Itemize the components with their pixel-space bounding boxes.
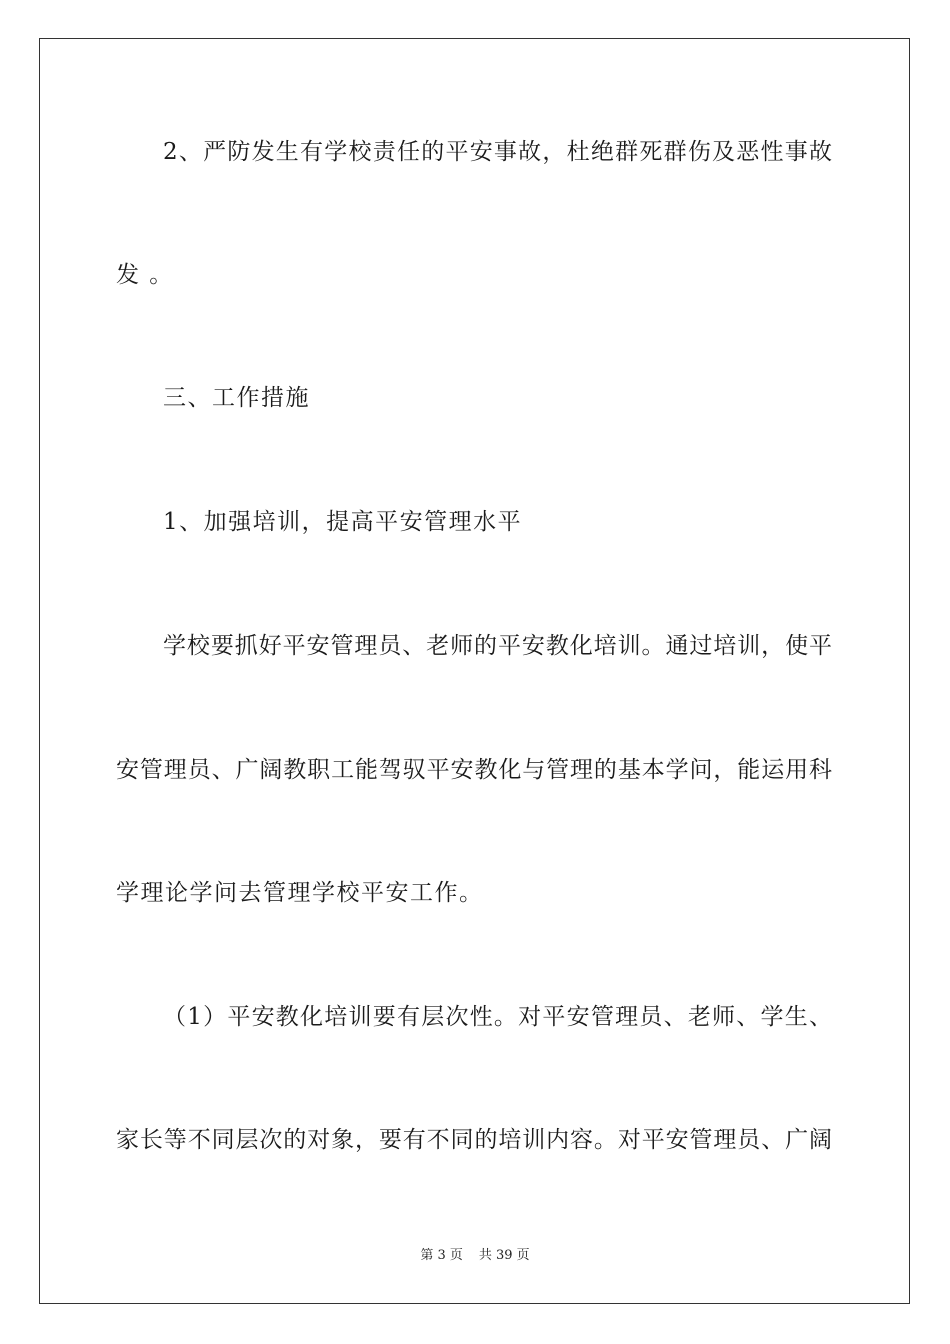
paragraph-line: 学校要抓好平安管理员、老师的平安教化培训。通过培训，使平	[163, 633, 832, 659]
paragraph-line: 安管理员、广阔教职工能驾驭平安教化与管理的基本学问，能运用科	[116, 757, 832, 783]
page-footer	[0, 1248, 950, 1264]
subsection-heading: 1、加强培训，提高平安管理水平	[163, 509, 523, 535]
paragraph-line: 学理论学问去管理学校平安工作。	[116, 880, 484, 906]
paragraph-line: 2、严防发生有学校责任的平安事故，杜绝群死群伤及恶性事故	[163, 139, 832, 165]
section-heading: 三、工作措施	[163, 385, 310, 411]
paragraph-line: 发 。	[116, 262, 174, 288]
page-number: 第 3 页	[420, 1248, 463, 1263]
paragraph-line: 家长等不同层次的对象，要有不同的培训内容。对平安管理员、广阔	[116, 1127, 832, 1153]
paragraph-line: （1）平安教化培训要有层次性。对平安管理员、老师、学生、	[163, 1004, 832, 1030]
total-pages: 共 39 页	[478, 1248, 530, 1263]
page-border	[39, 38, 910, 1304]
